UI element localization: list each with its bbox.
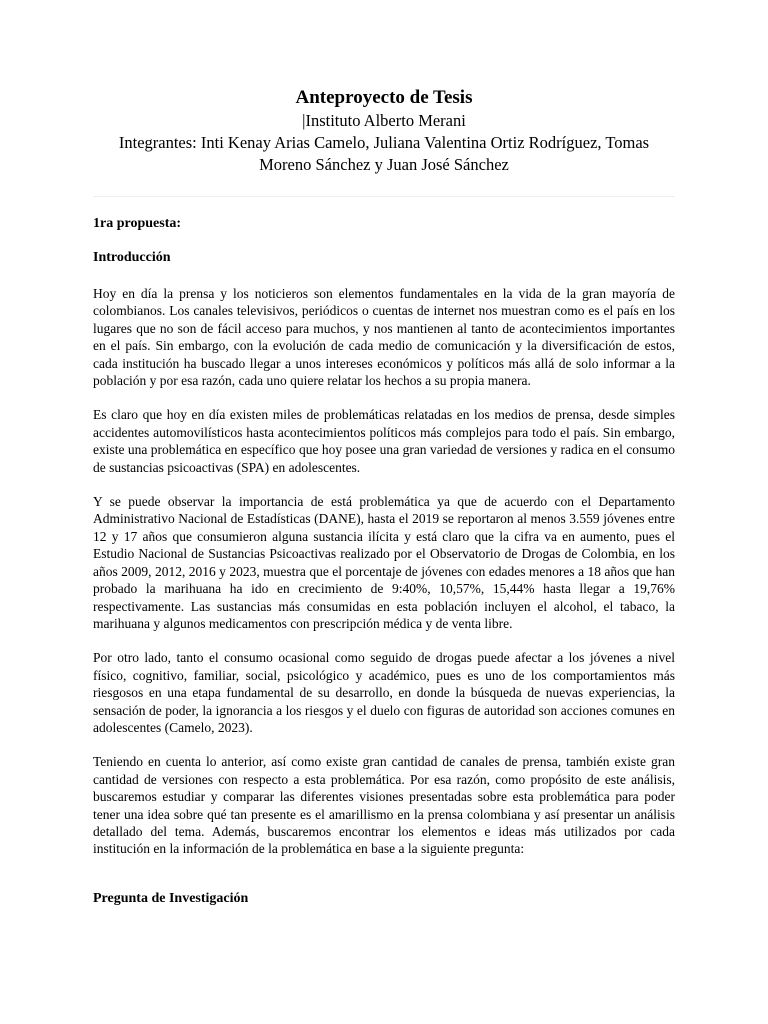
document-header bbox=[93, 86, 675, 176]
research-question-heading: Pregunta de Investigación bbox=[93, 890, 249, 906]
authors-line: Integrantes: Inti Kenay Arias Camelo, Juliana Valentina Ortiz Rodríguez, Tomas Moreno Sánchez y Juan José Sánchez bbox=[118, 133, 650, 174]
paragraph-2: Es claro que hoy en día existen miles de problemáticas relatadas en los medios de prensa, desde simples accidentes automovilísticos hasta acontecimientos políticos más complejos para todo el país. Sin embargo, existe una problemática en específico que hoy posee una gran variedad de versiones y radica en el consumo de sustancias psicoactivas (SPA) en adolescentes. bbox=[93, 407, 675, 475]
proposal-heading: 1ra propuesta: bbox=[93, 216, 182, 231]
paragraph-5: Teniendo en cuenta lo anterior, así como existe gran cantidad de canales de prensa, también existe gran cantidad de versiones con respecto a esta problemática. Por esa razón, como propósito de este análisis, buscaremos estudiar y comparar las diferentes visiones presentadas sobre esta problemática para poder tener una idea sobre qué tan presente es el amarillismo en la prensa colombiana y así presentar un análisis detallado del tema. Además, buscaremos encontrar los elementos e ideas más utilizados por cada institución en la información de la problemática en base a la siguiente pregunta: bbox=[93, 754, 675, 857]
header-divider bbox=[93, 196, 675, 197]
institution-line: |Instituto Alberto Merani bbox=[302, 111, 466, 130]
paragraph-1: Hoy en día la prensa y los noticieros son elementos fundamentales en la vida de la gran mayoría de colombianos. Los canales televisivos, periódicos o cuentas de internet nos muestran como es el país en los lugares que no son de fácil acceso para muchos, y nos mantienen al tanto de acontecimientos importantes en el país. Sin embargo, con la evolución de cada medio de comunicación y la diversificación de estos, cada institución ha buscado llegar a unos intereses económicos y políticos más allá de solo informar a la población y por esa razón, cada uno quiere relatar los hechos a su propia manera. bbox=[93, 286, 675, 389]
introduction-heading: Introducción bbox=[93, 250, 171, 265]
document-title: Anteproyecto de Tesis bbox=[295, 87, 473, 108]
paragraph-4: Por otro lado, tanto el consumo ocasional como seguido de drogas puede afectar a los jóvenes a nivel físico, cognitivo, familiar, social, psicológico y académico, pues es uno de los comportamientos más riesgosos en una etapa fundamental de su desarrollo, en donde la búsqueda de nuevas experiencias, la sensación de poder, la ignorancia a los riesgos y el duelo con figuras de autoridad son acciones comunes en adolescentes (Camelo, 2023). bbox=[93, 650, 675, 735]
paragraph-3: Y se puede observar la importancia de está problemática ya que de acuerdo con el Departamento Administrativo Nacional de Estadísticas (DANE), hasta el 2019 se reportaron al menos 3.559 jóvenes entre 12 y 17 años que consumieron alguna sustancia ilícita y está claro que la cifra va en aumento, pues el Estudio Nacional de Sustancias Psicoactivas realizado por el Observatorio de Drogas de Colombia, en los años 2009, 2012, 2016 y 2023, muestra que el porcentaje de jóvenes con edades menores a 18 años que han probado la marihuana ha ido en crecimiento de 9:40%, 10,57%, 15,44% hasta llegar a 19,76% respectivamente. Las sustancias más consumidas en esta población incluyen el alcohol, el tabaco, la marihuana y algunos medicamentos con prescripción médica y de venta libre. bbox=[93, 494, 675, 631]
